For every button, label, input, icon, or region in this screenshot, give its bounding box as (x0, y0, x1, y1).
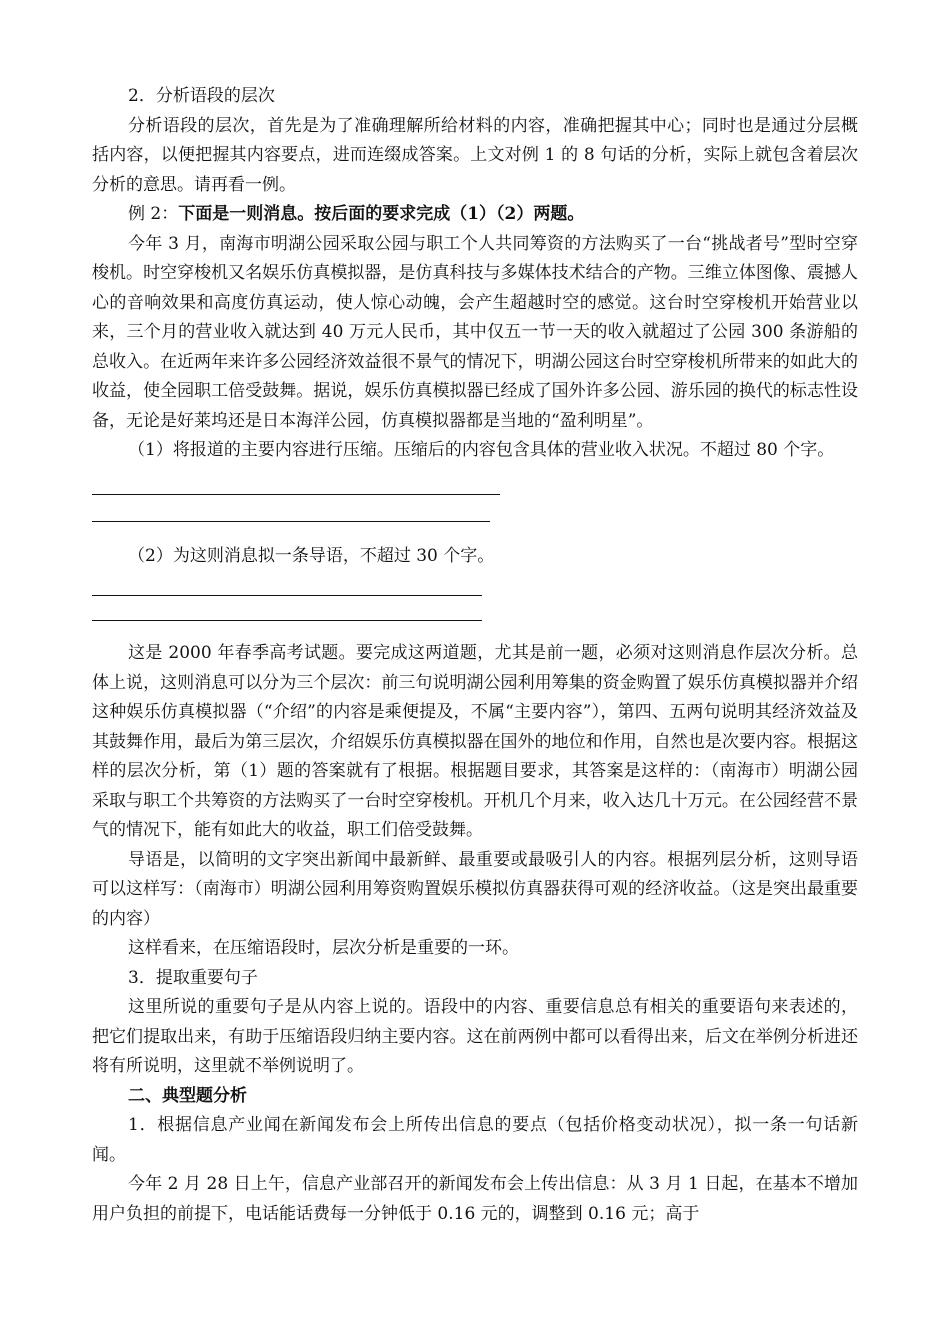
section-heading-key-sentences: 3．提取重要句子 (128, 967, 258, 988)
conclusion-paragraph: 这样看来，在压缩语段时，层次分析是重要的一环。 (128, 938, 519, 958)
answer-line (92, 620, 482, 621)
answer-blank-2 (92, 595, 858, 639)
question-2: （2）为这则消息拟一条导语，不超过 30 个字。 (128, 545, 495, 566)
answer-line (92, 595, 482, 596)
news-paragraph: 今年 3 月，南海市明湖公园采取公园与职工个人共同筹资的方法购买了一台“挑战者号”型时空穿梭机。时空穿梭机又名娱乐仿真模拟器，是仿真科技与多媒体技术结合的产物。三维立体图像、震撼人心的音响效果和高度仿真运动，使人惊心动魄，会产生超越时空的感觉。这台时空穿梭机开始营业以来，三个月的营业收入就达到 40 万元人民币，其中仅五一节一天的收入就超过了公园 300 条游船的总收入。在近两年来许多公园经济效益很不景气的情况下，明湖公园这台时空穿梭机所带来的如此大的收益，使全园职工倍受鼓舞。据说，娱乐仿真模拟器已经成了国外许多公园、游乐园的换代的标志性设备，无论是好莱坞还是日本海洋公园，仿真模拟器都是当地的“盈利明星”。 (92, 233, 858, 431)
analysis-paragraph-1: 这是 2000 年春季高考试题。要完成这两道题，尤其是前一题，必须对这则消息作层次分析。总体上说，这则消息可以分为三个层次：前三句说明湖公园利用筹集的资金购置了娱乐仿真模拟器并介绍这种娱乐仿真模拟器（“介绍”的内容是乘便提及，不属“主要内容”），第四、五两句说明其经济效益及其鼓舞作用，最后为第三层次，介绍娱乐仿真模拟器在国外的地位和作用，自然也是次要内容。根据这样的层次分析，第（1）题的答案就有了根据。根据题目要求，其答案是这样的：（南海市）明湖公园采取与职工个共筹资的方法购买了一台时空穿梭机。开机几个月来，收入达几十万元。在公园经营不景气的情况下，能有如此大的收益，职工们倍受鼓舞。 (92, 643, 858, 840)
answer-line (92, 494, 500, 495)
example-2-instruction: 下面是一则消息。按后面的要求完成（1）（2）两题。 (178, 204, 585, 224)
question-1: （1）将报道的主要内容进行压缩。压缩后的内容包含具体的营业收入状况。不超过 80 个字。 (128, 440, 835, 460)
answer-blank-1 (92, 466, 858, 542)
answer-line (92, 521, 490, 522)
paragraph-key-sentences: 这里所说的重要句子是从内容上说的。语段中的内容、重要信息总有相关的重要语句来表述的，把它们提取出来，有助于压缩语段归纳主要内容。这在前两例中都可以看得出来，后文在举例分析进还将有所说明，这里就不举例说明了。 (92, 997, 858, 1076)
part-heading-typical-analysis: 二、典型题分析 (128, 1085, 247, 1106)
example-2-line (92, 200, 858, 230)
section-heading-layers: 2．分析语段的层次 (128, 86, 275, 106)
analysis-paragraph-2: 导语是，以简明的文字突出新闻中最新鲜、最重要或最吸引人的内容。根据列层分析，这则导语可以这样写：（南海市）明湖公园利用筹资购置娱乐模拟仿真器获得可观的经济收益。（这是突出最重要的内容） (92, 849, 858, 929)
typical-question-1: 1．根据信息产业闻在新闻发布会上所传出信息的要点（包括价格变动状况），拟一条一句话新闻。 (92, 1115, 858, 1165)
typical-material-paragraph: 今年 2 月 28 日上午，信息产业部召开的新闻发布会上传出信息：从 3 月 1 日起，在基本不增加用户负担的前提下，电话能话费每一分钟低于 0.16 元的，调整到 0.16 元；高于 (92, 1174, 858, 1224)
paragraph-layer-analysis: 分析语段的层次，首先是为了准确理解所给材料的内容，准确把握其中心；同时也是通过分层概括内容，以便把握其内容要点，进而连缀成答案。上文对例 1 的 8 句话的分析，实际上就包含着层次分析的意思。请再看一例。 (92, 115, 858, 195)
example-2-prefix: 例 2： (128, 204, 179, 224)
